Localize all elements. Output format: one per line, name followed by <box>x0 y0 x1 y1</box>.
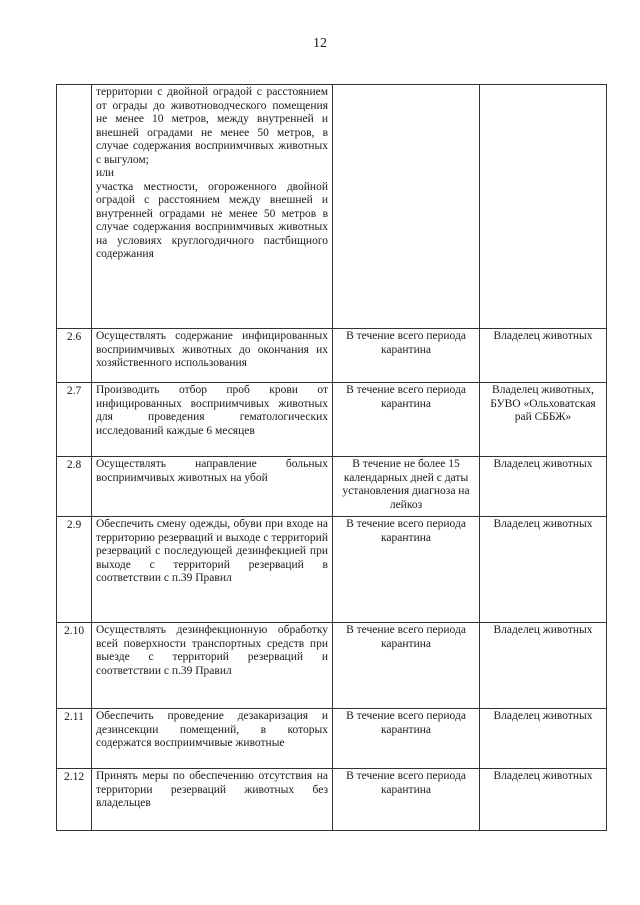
action-cell: Обеспечить проведение дезакаризация и дезинсекции помещений, в которых содержатся восприимчивые животные <box>92 709 333 769</box>
action-cell: Осуществлять дезинфекционную обработку всей поверхности транспортных средств при выезде с территорий резерваций и соответствии с п.39 Правил <box>92 623 333 709</box>
table-row <box>57 457 607 517</box>
table-row <box>57 769 607 831</box>
term-cell: В течение всего периода карантина <box>333 383 480 457</box>
term-cell <box>333 85 480 329</box>
term-cell: В течение всего периода карантина <box>333 623 480 709</box>
term-cell: В течение всего периода карантина <box>333 329 480 383</box>
table-row <box>57 383 607 457</box>
action-cell <box>92 85 333 329</box>
responsible-cell: Владелец животных, БУВО «Ольховатская рай СББЖ» <box>480 383 607 457</box>
table-row <box>57 85 607 329</box>
responsible-cell: Владелец животных <box>480 517 607 623</box>
responsible-cell: Владелец животных <box>480 769 607 831</box>
action-cell: Осуществлять содержание инфицированных восприимчивых животных до окончания их хозяйственного использования <box>92 329 333 383</box>
term-cell: В течение всего периода карантина <box>333 769 480 831</box>
responsible-cell: Владелец животных <box>480 623 607 709</box>
table-row <box>57 709 607 769</box>
row-number: 2.6 <box>57 329 92 383</box>
action-cell: Производить отбор проб крови от инфицированных восприимчивых животных для проведения гематологических исследований каждые 6 месяцев <box>92 383 333 457</box>
responsible-cell <box>480 85 607 329</box>
responsible-cell: Владелец животных <box>480 329 607 383</box>
responsible-cell: Владелец животных <box>480 709 607 769</box>
table-row <box>57 329 607 383</box>
row-number <box>57 85 92 329</box>
term-cell: В течение всего периода карантина <box>333 709 480 769</box>
row-number: 2.7 <box>57 383 92 457</box>
term-cell: В течение всего периода карантина <box>333 517 480 623</box>
term-cell: В течение не более 15 календарных дней с даты установления диагноза на лейкоз <box>333 457 480 517</box>
row-number: 2.8 <box>57 457 92 517</box>
measures-table <box>56 84 607 831</box>
table-row <box>57 517 607 623</box>
action-text: территории с двойной оградой с расстоянием от ограды до животноводческого помещения не менее 10 метров, между внутренней и внешней оградами не менее 50 метров, в случае содержания восприимчивых животных с выгулом; или участка местности, огороженного двойной оградой с расстоянием между внешней и внутренней оградами не менее 50 метров в случае содержания восприимчивых животных на условиях круглогодичного пастбищного содержания <box>96 86 328 260</box>
action-cell: Осуществлять направление больных восприимчивых животных на убой <box>92 457 333 517</box>
action-cell: Принять меры по обеспечению отсутствия на территории резерваций животных без владельцев <box>92 769 333 831</box>
row-number: 2.9 <box>57 517 92 623</box>
row-number: 2.11 <box>57 709 92 769</box>
action-cell: Обеспечить смену одежды, обуви при входе на территорию резерваций и выходе с территорий резерваций с последующей дезинфекцией при выходе с территорий резерваций в соответствии с п.39 Правил <box>92 517 333 623</box>
row-number: 2.10 <box>57 623 92 709</box>
page-number: 12 <box>313 36 327 51</box>
row-number: 2.12 <box>57 769 92 831</box>
table-row <box>57 623 607 709</box>
responsible-cell: Владелец животных <box>480 457 607 517</box>
